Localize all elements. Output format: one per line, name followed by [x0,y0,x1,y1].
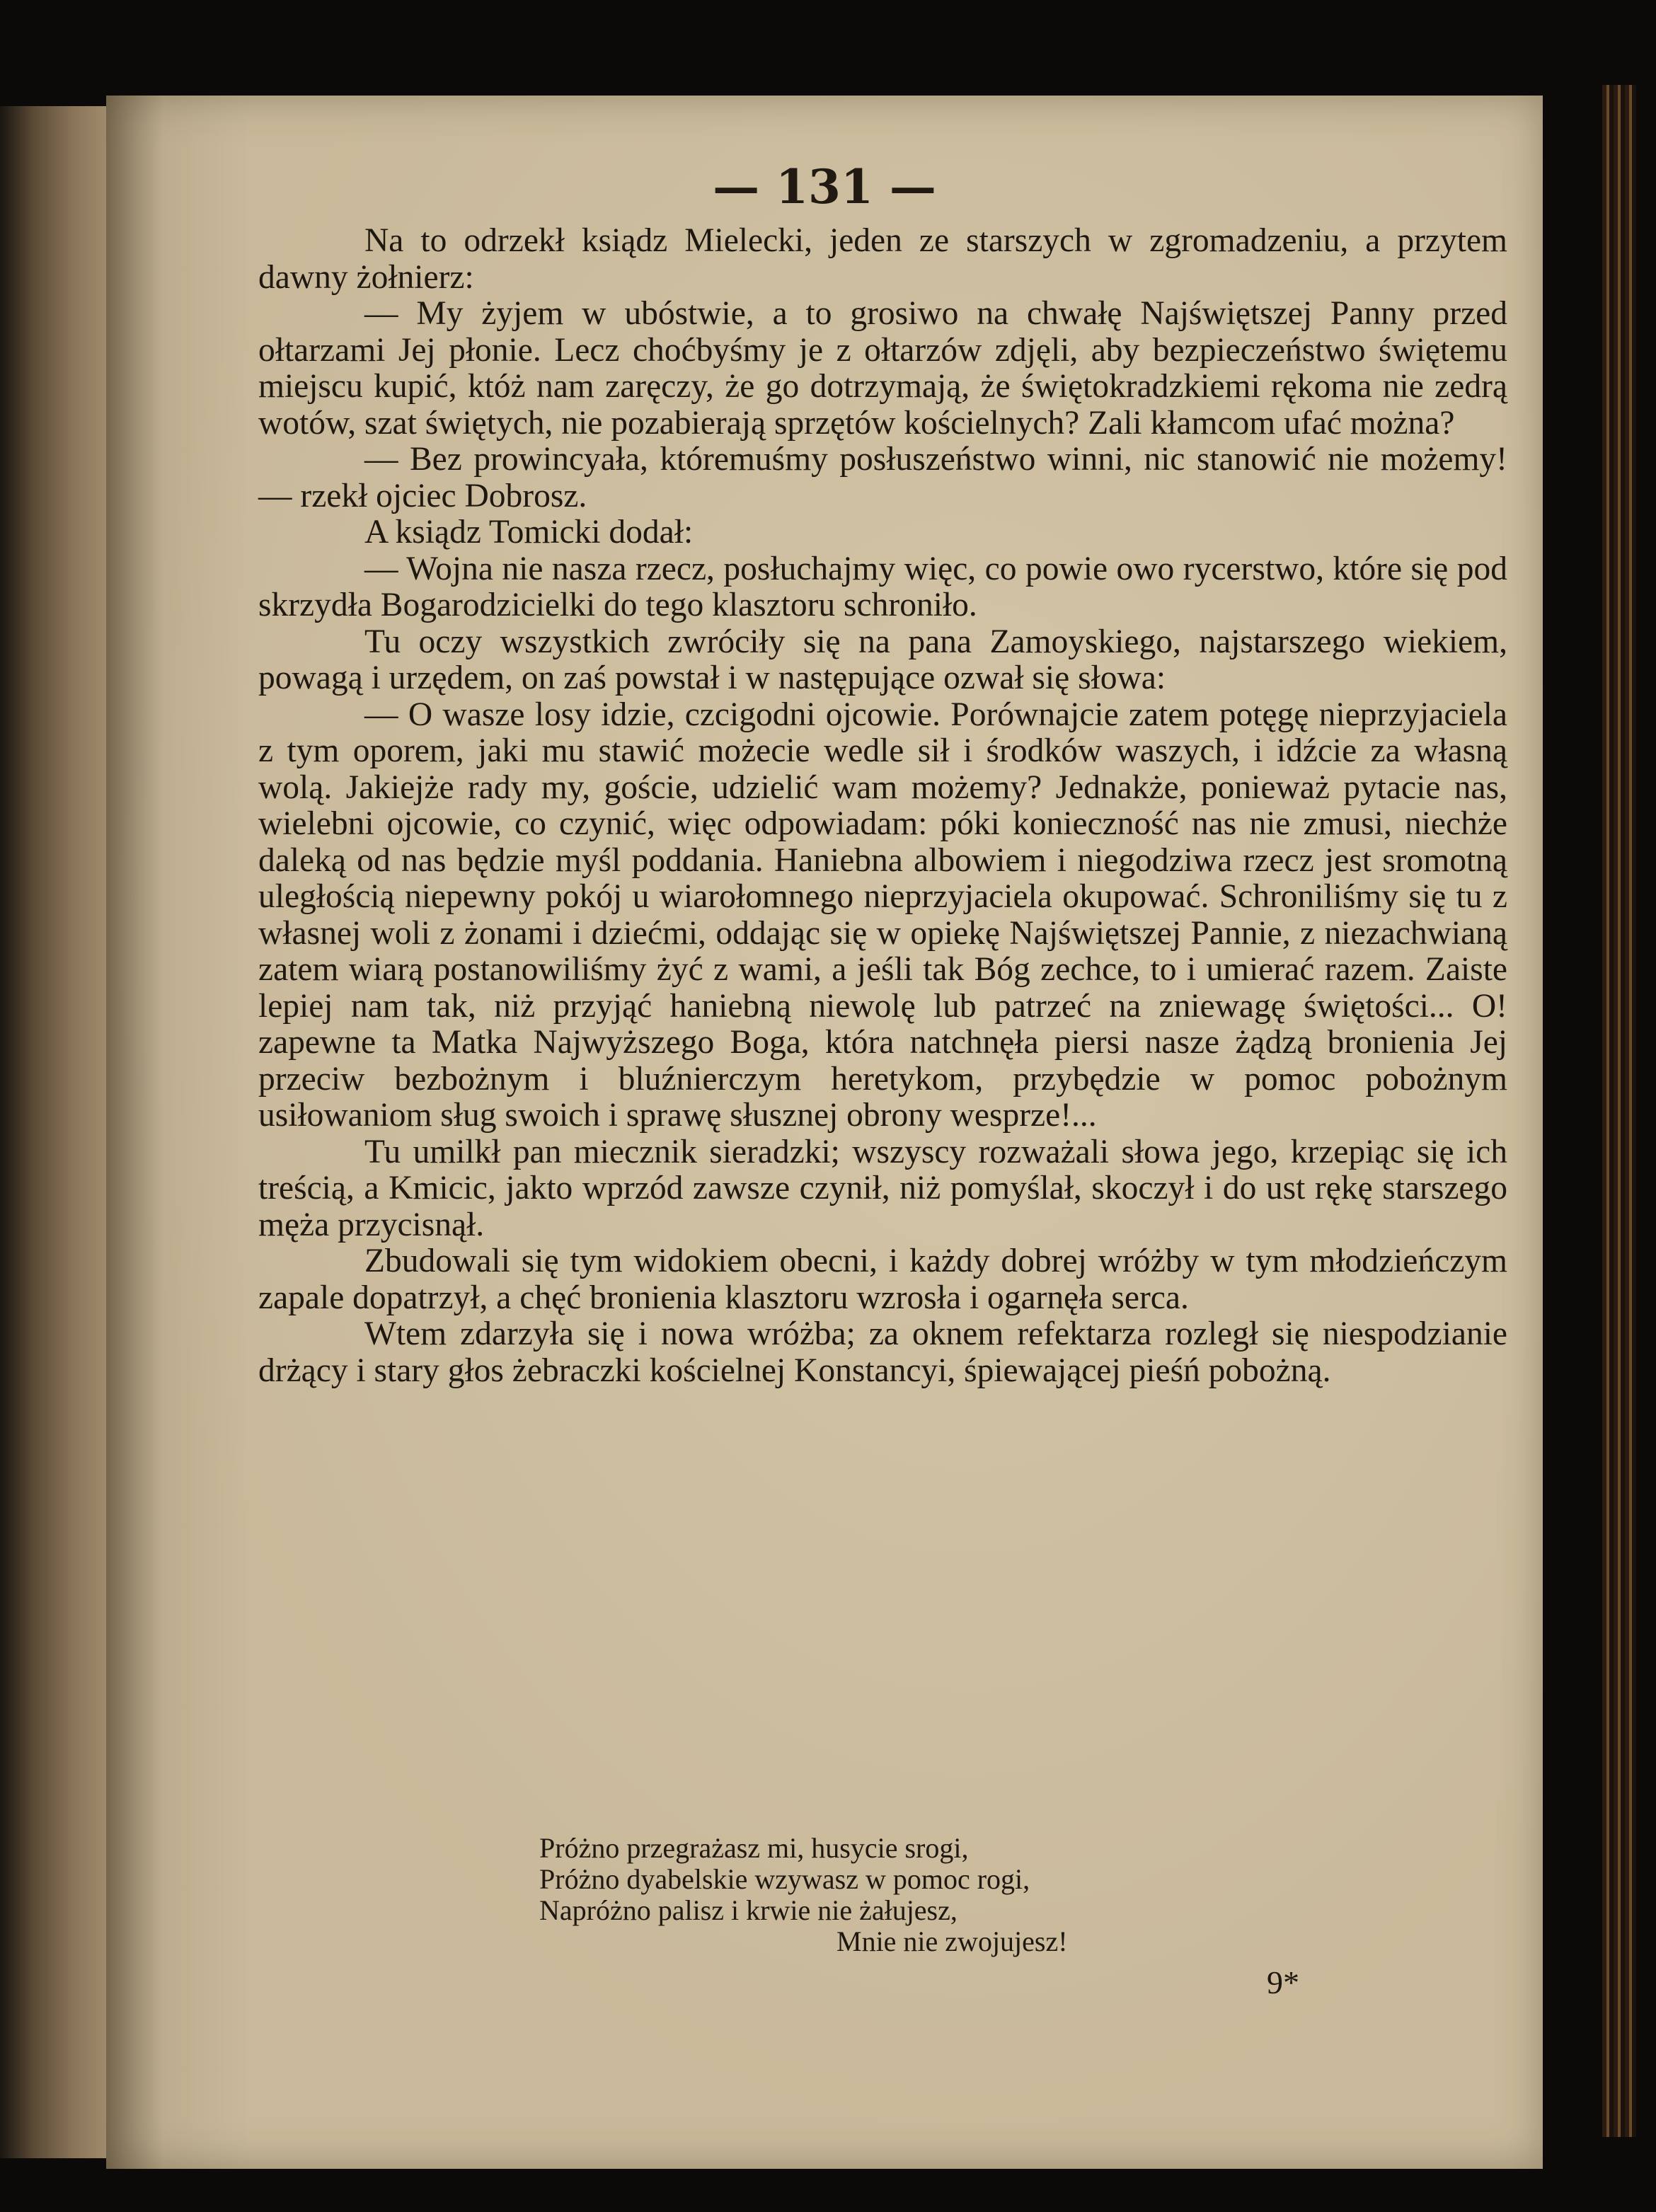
paragraph: — O wasze losy idzie, czcigodni ojcowie. Porównajcie zatem potęgę nieprzyjaciela z tym oporem, jaki mu stawić możecie wedle sił i środków waszych, i idźcie za własną wolą. Jakiejże rady my, goście, udzielić wam możemy? Jednakże, ponieważ pytacie nas, wielebni ojcowie, co czynić, więc odpowiadam: póki konieczność nas nie zmusi, niechże daleką od nas będzie myśl poddania. Haniebna albowiem i niegodziwa rzecz jest sromotną uległością niepewny pokój u wiarołomnego nieprzyjaciela okupować. Schroniliśmy się tu z własnej woli z żonami i dziećmi, oddając się w opiekę Najświętszej Pannie, z niezachwianą zatem wiarą postanowiliśmy żyć z wami, a jeśli tak Bóg zechce, to i umierać razem. Zaiste lepiej nam tak, niż przyjąć haniebną niewolę lub patrzeć na zniewagę świętości... O! zapewne ta Matka Najwyższego Boga, która natchnęła piersi nasze żądzą bronienia Jej przeciw bezbożnym i bluźnierczym heretykom, przybędzie w pomoc pobożnym usiłowaniom sług swoich i sprawę słusznej obrony wesprze!... [258,696,1507,1134]
paragraph: — Wojna nie nasza rzecz, posłuchajmy więc, co powie owo rycerstwo, które się pod skrzydła Bogarodzicielki do tego klasztoru schroniło. [258,550,1507,623]
poem-line: Próżno dyabelskie wzywasz w pomoc rogi, [539,1863,1030,1895]
paragraph: Na to odrzekł ksiądz Mielecki, jeden ze starszych w zgromadzeniu, a przytem dawny żołnierz: [258,222,1507,296]
paragraph: Tu oczy wszystkich zwróciły się na pana Zamoyskiego, najstarszego wiekiem, powagą i urzędem, on zaś powstał i w następujące ozwał się słowa: [258,623,1507,696]
paragraph: Tu umilkł pan miecznik sieradzki; wszyscy rozważali słowa jego, krzepiąc się ich treścią, a Kmicic, jakto wprzód zawsze czynił, niż pomyślał, skoczył i do ust rękę starszego męża przycisnął. [258,1133,1507,1243]
book-page [106,96,1543,2169]
body-text [258,223,1507,1389]
poem-line: Próżno przegrażasz mi, husycie srogi, [539,1832,969,1864]
paragraph: — My żyjem w ubóstwie, a to grosiwo na chwałę Najświętszej Panny przed ołtarzami Jej płonie. Lecz choćbyśmy je z ołtarzów zdjęli, aby bezpieczeństwo świętemu miejscu kupić, któż nam zaręczy, że go dotrzymają, że świętokradzkiemi rękoma nie zedrą wotów, szat świętych, nie pozabierają sprzętów kościelnych? Zali kłamcom ufać można? [258,295,1507,442]
paragraph: — Bez prowincyała, któremuśmy posłuszeństwo winni, nic stanowić nie możemy! — rzekł ojciec Dobrosz. [258,441,1507,514]
page-edges-right [1602,85,1636,2137]
paragraph: Wtem zdarzyła się i nowa wróżba; za oknem refektarza rozległ się niespodzianie drżący i stary głos żebraczki kościelnej Konstancyi, śpiewającej pieśń pobożną. [258,1315,1507,1389]
printer-signature: 9* [1267,1964,1299,2000]
paragraph: Zbudowali się tym widokiem obecni, i każdy dobrej wróżby w tym młodzieńczym zapale dopatrzył, a chęć bronienia klasztoru wzrosła i ogarnęła serca. [258,1243,1507,1316]
page-number: — 131 — [713,159,936,214]
poem-line: Mnie nie zwojujesz! [836,1925,1068,1957]
paragraph: A ksiądz Tomicki dodał: [364,514,694,551]
poem-line: Napróżno palisz i krwie nie żałujesz, [539,1894,958,1926]
poem-stanza [539,1833,1068,1957]
